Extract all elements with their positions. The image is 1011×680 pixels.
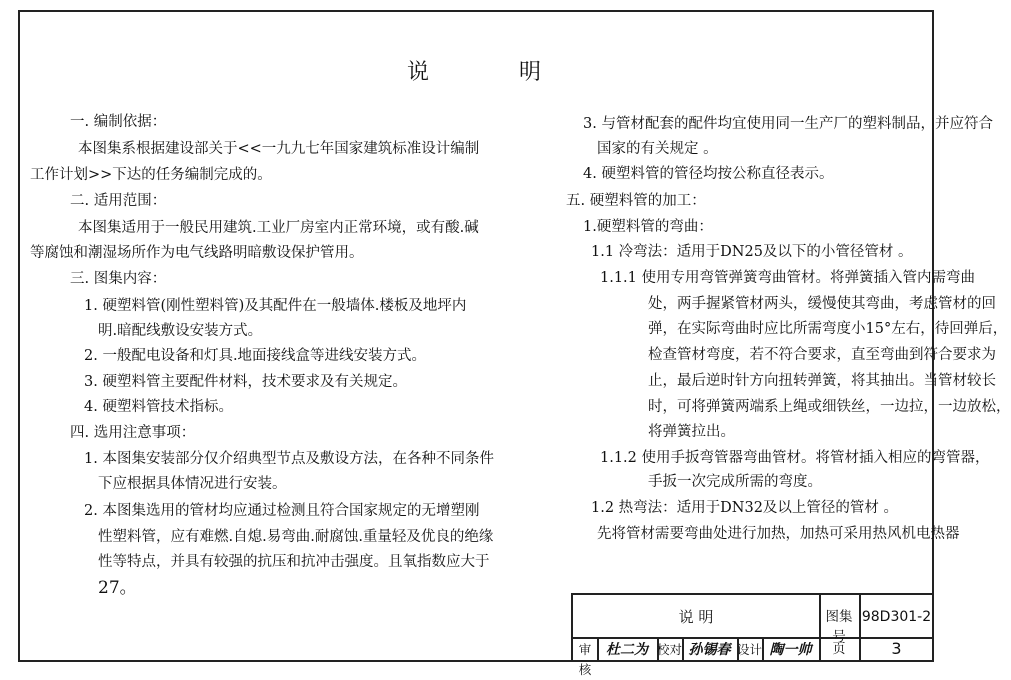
text-line: 3. 与管材配套的配件均宜使用同一生产厂的塑料制品，并应符合 (583, 116, 993, 132)
text-line: 工作计划>>下达的任务编制完成的。 (30, 167, 272, 183)
text-line: 五. 硬塑料管的加工： (566, 193, 706, 209)
drawing-name: 说 明 (678, 608, 714, 626)
text-line: 时，可将弹簧两端系上绳或细铁丝，一边拉，一边放松， (648, 399, 1011, 415)
text-line: 止，最后逆时针方向扭转弹簧，将其抽出。当管材较长 (648, 373, 996, 389)
review-label: 审核 (578, 642, 592, 677)
text-line: 三. 图集内容： (70, 271, 167, 287)
text-line: 先将管材需要弯曲处进行加热，加热可采用热风机电热器 (597, 526, 960, 542)
text-line: 4. 硬塑料管的管径均按公称直径表示。 (583, 166, 834, 182)
title-block (571, 593, 934, 677)
text-line: 27。 (98, 578, 137, 598)
text-line: 1.1.1 使用专用弯管弹簧弯曲管材。将弹簧插入管内需弯曲 (600, 270, 976, 286)
text-line: 1.2 热弯法：适用于DN32及以上管径的管材 。 (591, 500, 899, 516)
text-line: 3. 硬塑料管主要配件材料，技术要求及有关规定。 (84, 374, 407, 390)
text-line: 1.1 冷弯法：适用于DN25及以下的小管径管材 。 (591, 244, 913, 260)
design-label: 设计 (737, 642, 763, 657)
text-line: 性等特点，并具有较强的抗压和抗冲击强度。且氧指数应大于 (98, 554, 490, 570)
text-line: 手扳一次完成所需的弯度。 (648, 474, 822, 490)
text-line: 一. 编制依据： (70, 114, 167, 130)
text-line: 4. 硬塑料管技术指标。 (84, 399, 233, 415)
page-title: 说 明 (406, 60, 543, 85)
atlas-number-label: 图集号 (825, 609, 853, 645)
review-signature: 杜二为 (606, 642, 648, 658)
text-line: 1.硬塑料管的弯曲： (583, 219, 713, 235)
text-line: 明.暗配线敷设安装方式。 (98, 323, 263, 339)
text-line: 弹，在实际弯曲时应比所需弯度小15°左右，待回弹后， (648, 321, 1008, 337)
atlas-number: 98D301-2 (861, 609, 932, 625)
text-line: 性塑料管，应有难燃.自熄.易弯曲.耐腐蚀.重量轻及优良的绝缘 (98, 529, 494, 545)
text-line: 国家的有关规定 。 (597, 141, 718, 157)
text-line: 处，两手握紧管材两头，缓慢使其弯曲，考虑管材的回 (648, 296, 996, 312)
text-line: 本图集系根据建设部关于<<一九九七年国家建筑标准设计编制 (78, 141, 480, 157)
text-line: 2. 一般配电设备和灯具.地面接线盒等进线安装方式。 (84, 348, 427, 364)
check-signature: 孙锡春 (688, 642, 731, 658)
text-line: 1. 硬塑料管(刚性塑料管)及其配件在一般墙体.楼板及地坪内 (84, 298, 467, 314)
text-line: 1.1.2 使用手扳弯管器弯曲管材。将管材插入相应的弯管器， (600, 450, 990, 466)
text-line: 等腐蚀和潮湿场所作为电气线路明暗敷设保护管用。 (30, 245, 364, 261)
text-line: 下应根据具体情况进行安装。 (98, 476, 287, 492)
text-line: 本图集适用于一般民用建筑.工业厂房室内正常环境，或有酸.碱 (78, 220, 479, 236)
design-signature: 陶一帅 (769, 642, 812, 658)
text-line: 将弹簧拉出。 (648, 424, 735, 440)
check-label: 校对 (657, 642, 683, 657)
page-number: 3 (891, 639, 902, 658)
text-line: 四. 选用注意事项： (70, 425, 196, 441)
text-line: 检查管材弯度，若不符合要求，直至弯曲到符合要求为 (648, 347, 996, 363)
text-line: 二. 适用范围： (70, 193, 167, 209)
text-line: 1. 本图集安装部分仅介绍典型节点及敷设方法，在各种不同条件 (84, 451, 494, 467)
page-label: 页 (832, 642, 846, 657)
text-line: 2. 本图集选用的管材均应通过检测且符合国家规定的无增塑刚 (84, 503, 480, 519)
